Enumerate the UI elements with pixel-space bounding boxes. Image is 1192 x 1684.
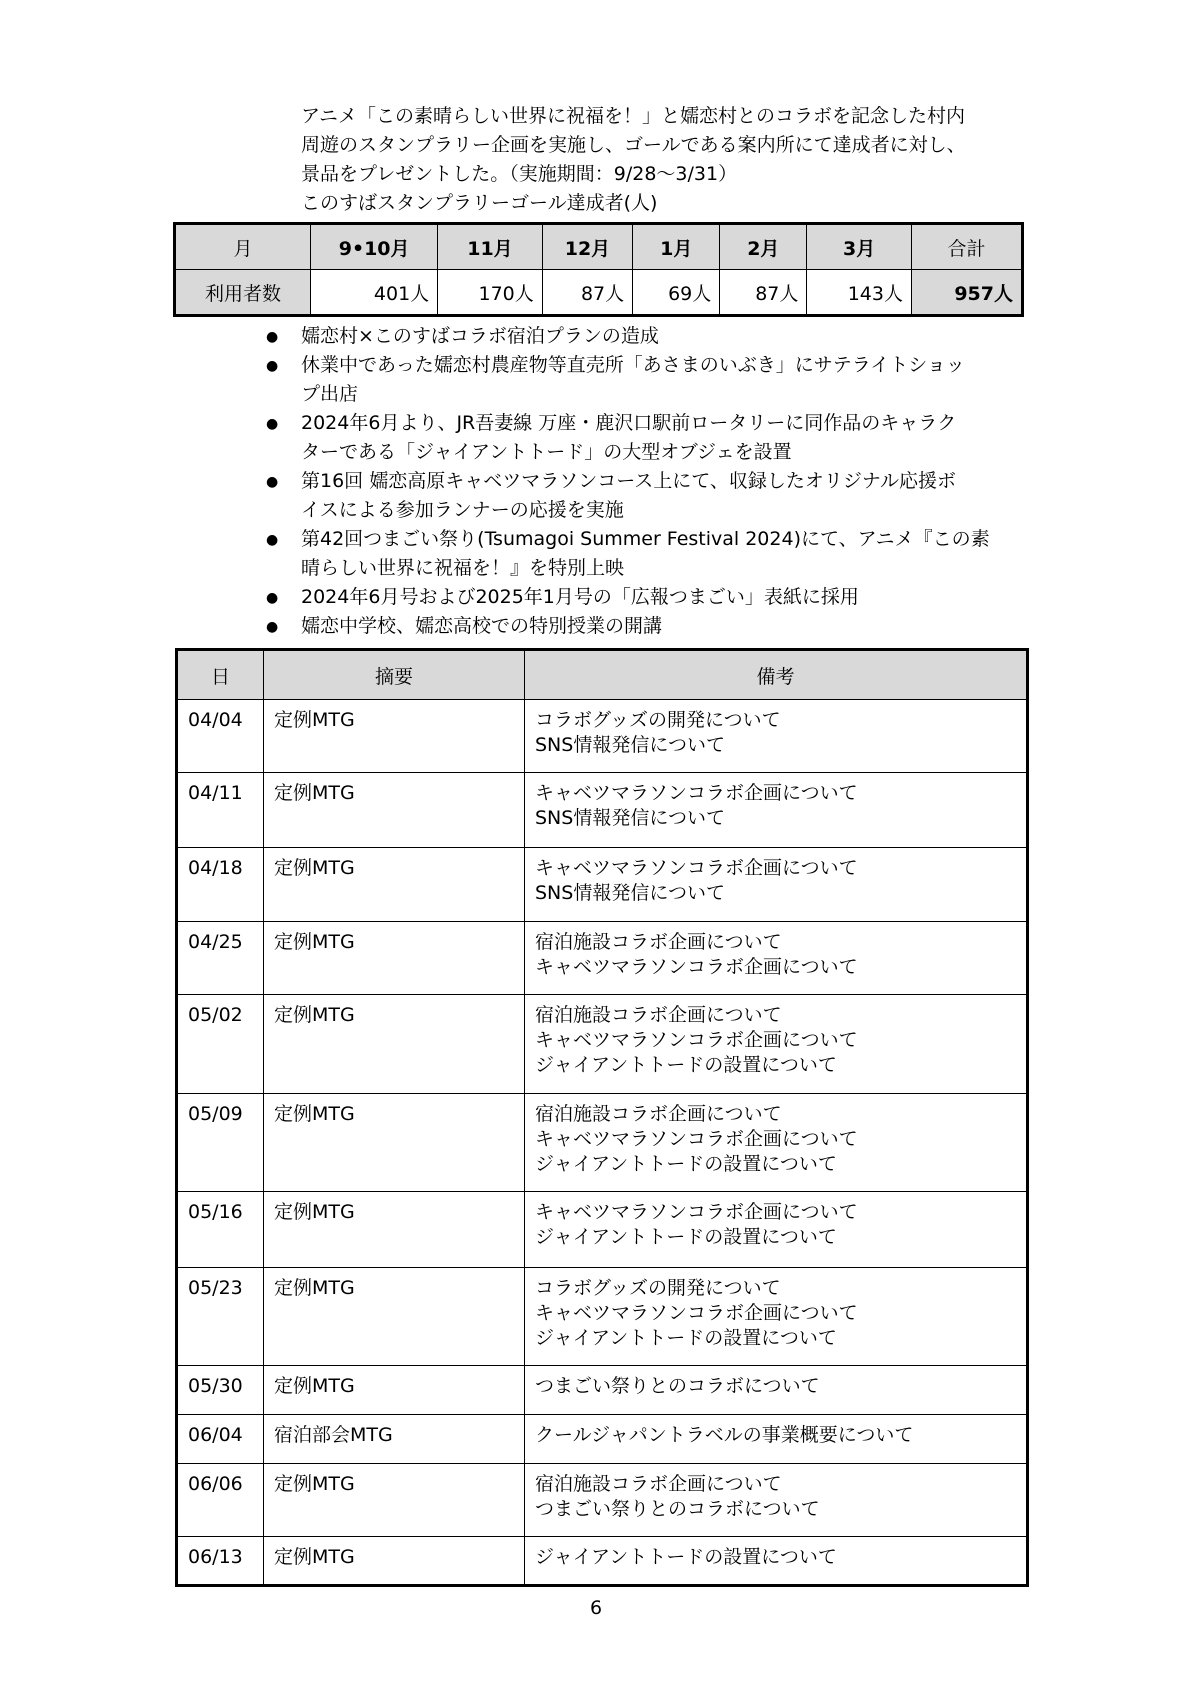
bullet-text: プ出店 (301, 383, 359, 405)
bullet-icon: ● (266, 329, 279, 345)
table-row (177, 1094, 1028, 1192)
bullet-icon: ● (266, 532, 279, 548)
summary-cell: 定例MTG (264, 1268, 525, 1366)
summary-cell: 定例MTG (264, 700, 525, 773)
intro-line: アニメ「この素晴らしい世界に祝福を！」と嬬恋村とのコラボを記念した村内 (301, 105, 966, 127)
summary-cell: 定例MTG (264, 1192, 525, 1268)
value-cell: 87人 (720, 270, 807, 316)
note-line: ジャイアントトードの設置について (535, 1327, 837, 1349)
bullet-text: 嬬恋村×このすばコラボ宿泊プランの造成 (301, 325, 659, 347)
bullet-text: 休業中であった嬬恋村農産物等直売所「あさまのいぶき」にサテライトショッ (301, 354, 965, 376)
note-line: クールジャパントラベルの事業概要について (535, 1424, 914, 1446)
table-row (177, 995, 1028, 1094)
bullet-text: 第16回 嬬恋高原キャベツマラソンコース上にて、収録したオリジナル応援ボ (301, 470, 956, 492)
bullet-text: イスによる参加ランナーの応援を実施 (301, 499, 624, 521)
note-line: 宿泊施設コラボ企画について (535, 1473, 782, 1495)
notes-cell (525, 922, 1028, 995)
table-header-row (175, 224, 1023, 270)
date-cell: 05/02 (177, 995, 264, 1094)
note-line: ジャイアントトードの設置について (535, 1153, 837, 1175)
bullet-text: ターである「ジャイアントトード」の大型オブジェを設置 (301, 441, 792, 463)
note-line: キャベツマラソンコラボ企画について (535, 1302, 858, 1324)
date-cell: 06/04 (177, 1415, 264, 1464)
row-label: 利用者数 (175, 270, 311, 316)
note-line: コラボグッズの開発について (535, 709, 781, 731)
table-row (177, 1268, 1028, 1366)
meeting-table (175, 648, 1029, 1587)
value-cell: 170人 (438, 270, 543, 316)
intro-line: 景品をプレゼントした。（実施期間：9/28～3/31） (301, 163, 738, 185)
date-cell: 04/25 (177, 922, 264, 995)
note-line: SNS情報発信について (535, 807, 725, 829)
header-cell: 11月 (438, 224, 543, 270)
note-line: ジャイアントトードの設置について (535, 1054, 837, 1076)
header-cell: 月 (175, 224, 311, 270)
notes-cell (525, 700, 1028, 773)
date-cell: 05/30 (177, 1366, 264, 1415)
date-cell: 04/04 (177, 700, 264, 773)
table-row (177, 1464, 1028, 1537)
intro-line: このすばスタンプラリーゴール達成者(人) (301, 192, 658, 214)
table-row (177, 700, 1028, 773)
date-cell: 04/11 (177, 773, 264, 848)
note-line: つまごい祭りとのコラボについて (535, 1498, 820, 1520)
date-cell: 05/23 (177, 1268, 264, 1366)
notes-cell (525, 1192, 1028, 1268)
bullet-text: 第42回つまごい祭り(Tsumagoi Summer Festival 2024)にて、アニメ『この素 (301, 528, 990, 550)
value-cell: 69人 (633, 270, 720, 316)
table-row (177, 1192, 1028, 1268)
date-cell: 06/06 (177, 1464, 264, 1537)
summary-cell: 宿泊部会MTG (264, 1415, 525, 1464)
notes-cell (525, 1366, 1028, 1415)
notes-cell (525, 1415, 1028, 1464)
note-line: ジャイアントトードの設置について (535, 1546, 837, 1568)
table-row (175, 270, 1023, 316)
bullet-icon: ● (266, 358, 279, 374)
header-cell: 合計 (911, 224, 1022, 270)
header-cell: 1月 (633, 224, 720, 270)
summary-cell: 定例MTG (264, 1464, 525, 1537)
date-cell: 06/13 (177, 1537, 264, 1586)
value-cell: 143人 (807, 270, 912, 316)
summary-cell: 定例MTG (264, 995, 525, 1094)
stamp-rally-table (173, 222, 1024, 317)
summary-cell: 定例MTG (264, 1094, 525, 1192)
value-cell: 87人 (542, 270, 632, 316)
notes-cell (525, 1537, 1028, 1586)
date-cell: 05/09 (177, 1094, 264, 1192)
header-cell: 2月 (720, 224, 807, 270)
bullet-text: 嬬恋中学校、嬬恋高校での特別授業の開講 (301, 615, 663, 637)
bullet-text: 2024年6月より、JR吾妻線 万座・鹿沢口駅前ロータリーに同作品のキャラク (301, 412, 957, 434)
note-line: キャベツマラソンコラボ企画について (535, 782, 858, 804)
table-header-row (177, 650, 1028, 700)
bullet-icon: ● (266, 416, 279, 432)
summary-cell: 定例MTG (264, 922, 525, 995)
table-row (177, 1366, 1028, 1415)
bullet-icon: ● (266, 619, 279, 635)
header-cell: 摘要 (264, 650, 525, 700)
summary-cell: 定例MTG (264, 1366, 525, 1415)
notes-cell (525, 1094, 1028, 1192)
date-cell: 04/18 (177, 848, 264, 922)
bullet-text: 2024年6月号および2025年1月号の「広報つまごい」表紙に採用 (301, 586, 859, 608)
table-row (177, 848, 1028, 922)
notes-cell (525, 1464, 1028, 1537)
value-cell: 401人 (311, 270, 438, 316)
note-line: キャベツマラソンコラボ企画について (535, 857, 858, 879)
table-row (177, 773, 1028, 848)
summary-cell: 定例MTG (264, 1537, 525, 1586)
note-line: 宿泊施設コラボ企画について (535, 1004, 782, 1026)
note-line: キャベツマラソンコラボ企画について (535, 1128, 858, 1150)
note-line: 宿泊施設コラボ企画について (535, 931, 782, 953)
summary-cell: 定例MTG (264, 773, 525, 848)
notes-cell (525, 848, 1028, 922)
date-cell: 05/16 (177, 1192, 264, 1268)
bullet-icon: ● (266, 474, 279, 490)
note-line: SNS情報発信について (535, 882, 725, 904)
header-cell: 日 (177, 650, 264, 700)
table-row (177, 1537, 1028, 1586)
note-line: ジャイアントトードの設置について (535, 1226, 837, 1248)
intro-line: 周遊のスタンプラリー企画を実施し、ゴールである案内所にて達成者に対し、 (301, 134, 966, 156)
bullet-text: 晴らしい世界に祝福を！』を特別上映 (301, 557, 625, 579)
table-row (177, 1415, 1028, 1464)
summary-cell: 定例MTG (264, 848, 525, 922)
header-cell: 12月 (542, 224, 632, 270)
note-line: キャベツマラソンコラボ企画について (535, 1029, 858, 1051)
total-cell: 957人 (911, 270, 1022, 316)
note-line: 宿泊施設コラボ企画について (535, 1103, 782, 1125)
notes-cell (525, 1268, 1028, 1366)
bullet-icon: ● (266, 590, 279, 606)
note-line: コラボグッズの開発について (535, 1277, 781, 1299)
note-line: つまごい祭りとのコラボについて (535, 1375, 820, 1397)
note-line: SNS情報発信について (535, 734, 725, 756)
header-cell: 9•10月 (311, 224, 438, 270)
header-cell: 備考 (525, 650, 1028, 700)
notes-cell (525, 773, 1028, 848)
header-cell: 3月 (807, 224, 912, 270)
note-line: キャベツマラソンコラボ企画について (535, 1201, 858, 1223)
note-line: キャベツマラソンコラボ企画について (535, 956, 858, 978)
page-number: 6 (589, 1597, 603, 1619)
notes-cell (525, 995, 1028, 1094)
table-row (177, 922, 1028, 995)
